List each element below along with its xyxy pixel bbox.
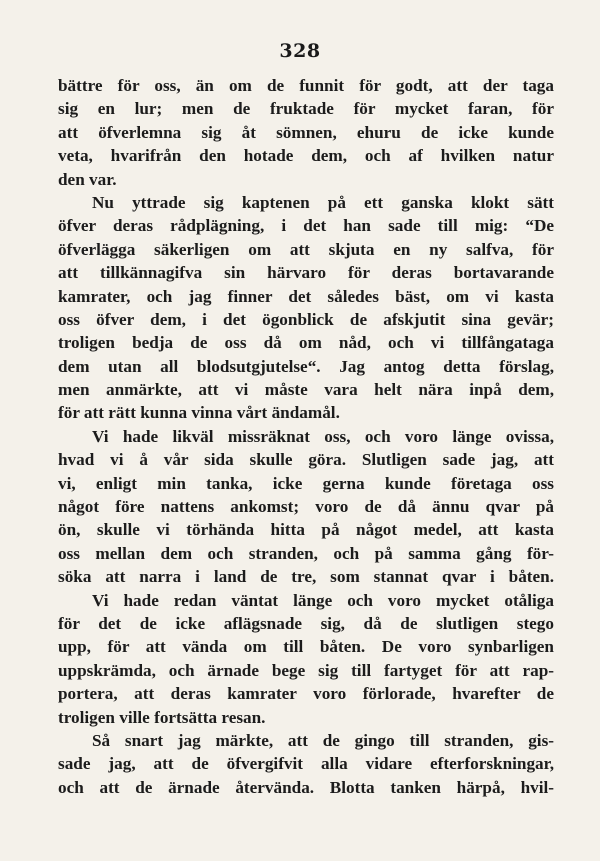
text-line: söka att narra i land de tre, som stannat qvar i båten.	[58, 567, 554, 587]
text-line: ön, skulle vi törhända hitta på något medel, att kasta	[58, 520, 554, 540]
text-line: dem utan all blodsutgjutelse“. Jag antog detta förslag,	[58, 356, 554, 376]
text-line: för det de icke aflägsnade sig, då de slutligen stego	[58, 613, 554, 633]
text-line: troligen ville fortsätta resan.	[58, 707, 266, 727]
text-line: oss mellan dem och stranden, och på samma gång för-	[58, 543, 554, 563]
text-line: Vi hade redan väntat länge och voro mycket otåliga	[92, 590, 554, 610]
text-line: upp, för att vända om till båten. De voro synbarligen	[58, 637, 554, 657]
text-line: att öfverlemna sig åt sömnen, ehuru de icke kunde	[58, 122, 554, 142]
body-text	[58, 74, 554, 799]
text-line: hvad vi å vår sida skulle göra. Slutligen sade jag, att	[58, 450, 554, 470]
text-line: öfver deras rådplägning, i det han sade till mig: “De	[58, 216, 554, 236]
text-line: Nu yttrade sig kaptenen på ett ganska klokt sätt	[92, 192, 554, 212]
text-line: vi, enligt min tanka, icke gerna kunde företaga oss	[58, 473, 554, 493]
text-line: kamrater, och jag finner det således bäst, om vi kasta	[58, 286, 554, 306]
text-line: och att de ärnade återvända. Blotta tanken härpå, hvil-	[58, 777, 554, 797]
text-line: Vi hade likväl missräknat oss, och voro länge ovissa,	[92, 426, 554, 446]
text-line: portera, att deras kamrater voro förlorade, hvarefter de	[58, 684, 554, 704]
text-line: den var.	[58, 169, 117, 189]
text-line: bättre för oss, än om de funnit för godt, att der taga	[58, 76, 554, 95]
text-line: troligen bedja de oss då om nåd, och vi tillfångataga	[58, 333, 554, 353]
text-line: men anmärkte, att vi måste vara helt nära inpå dem,	[58, 380, 554, 400]
text-line: sig en lur; men de fruktade för mycket faran, för	[58, 99, 554, 119]
text-line: för att rätt kunna vinna vårt ändamål.	[58, 403, 340, 423]
text-line: att tillkännagifva sin härvaro för deras bortavarande	[58, 263, 554, 283]
text-line: något före nattens ankomst; voro de då ännu qvar på	[58, 497, 554, 517]
text-line: sade jag, att de öfvergifvit alla vidare efterforskningar,	[58, 754, 554, 774]
text-line: oss öfver dem, i det ögonblick de afskjutit sina gevär;	[58, 309, 554, 329]
page-number: 328	[279, 40, 321, 62]
text-line: veta, hvarifrån den hotade dem, och af hvilken natur	[58, 146, 554, 166]
text-line: öfverlägga säkerligen om att skjuta en ny salfva, för	[58, 239, 554, 259]
text-line: Så snart jag märkte, att de gingo till stranden, gis-	[92, 730, 554, 750]
text-line: uppskrämda, och ärnade bege sig till fartyget för att rap-	[58, 660, 554, 680]
